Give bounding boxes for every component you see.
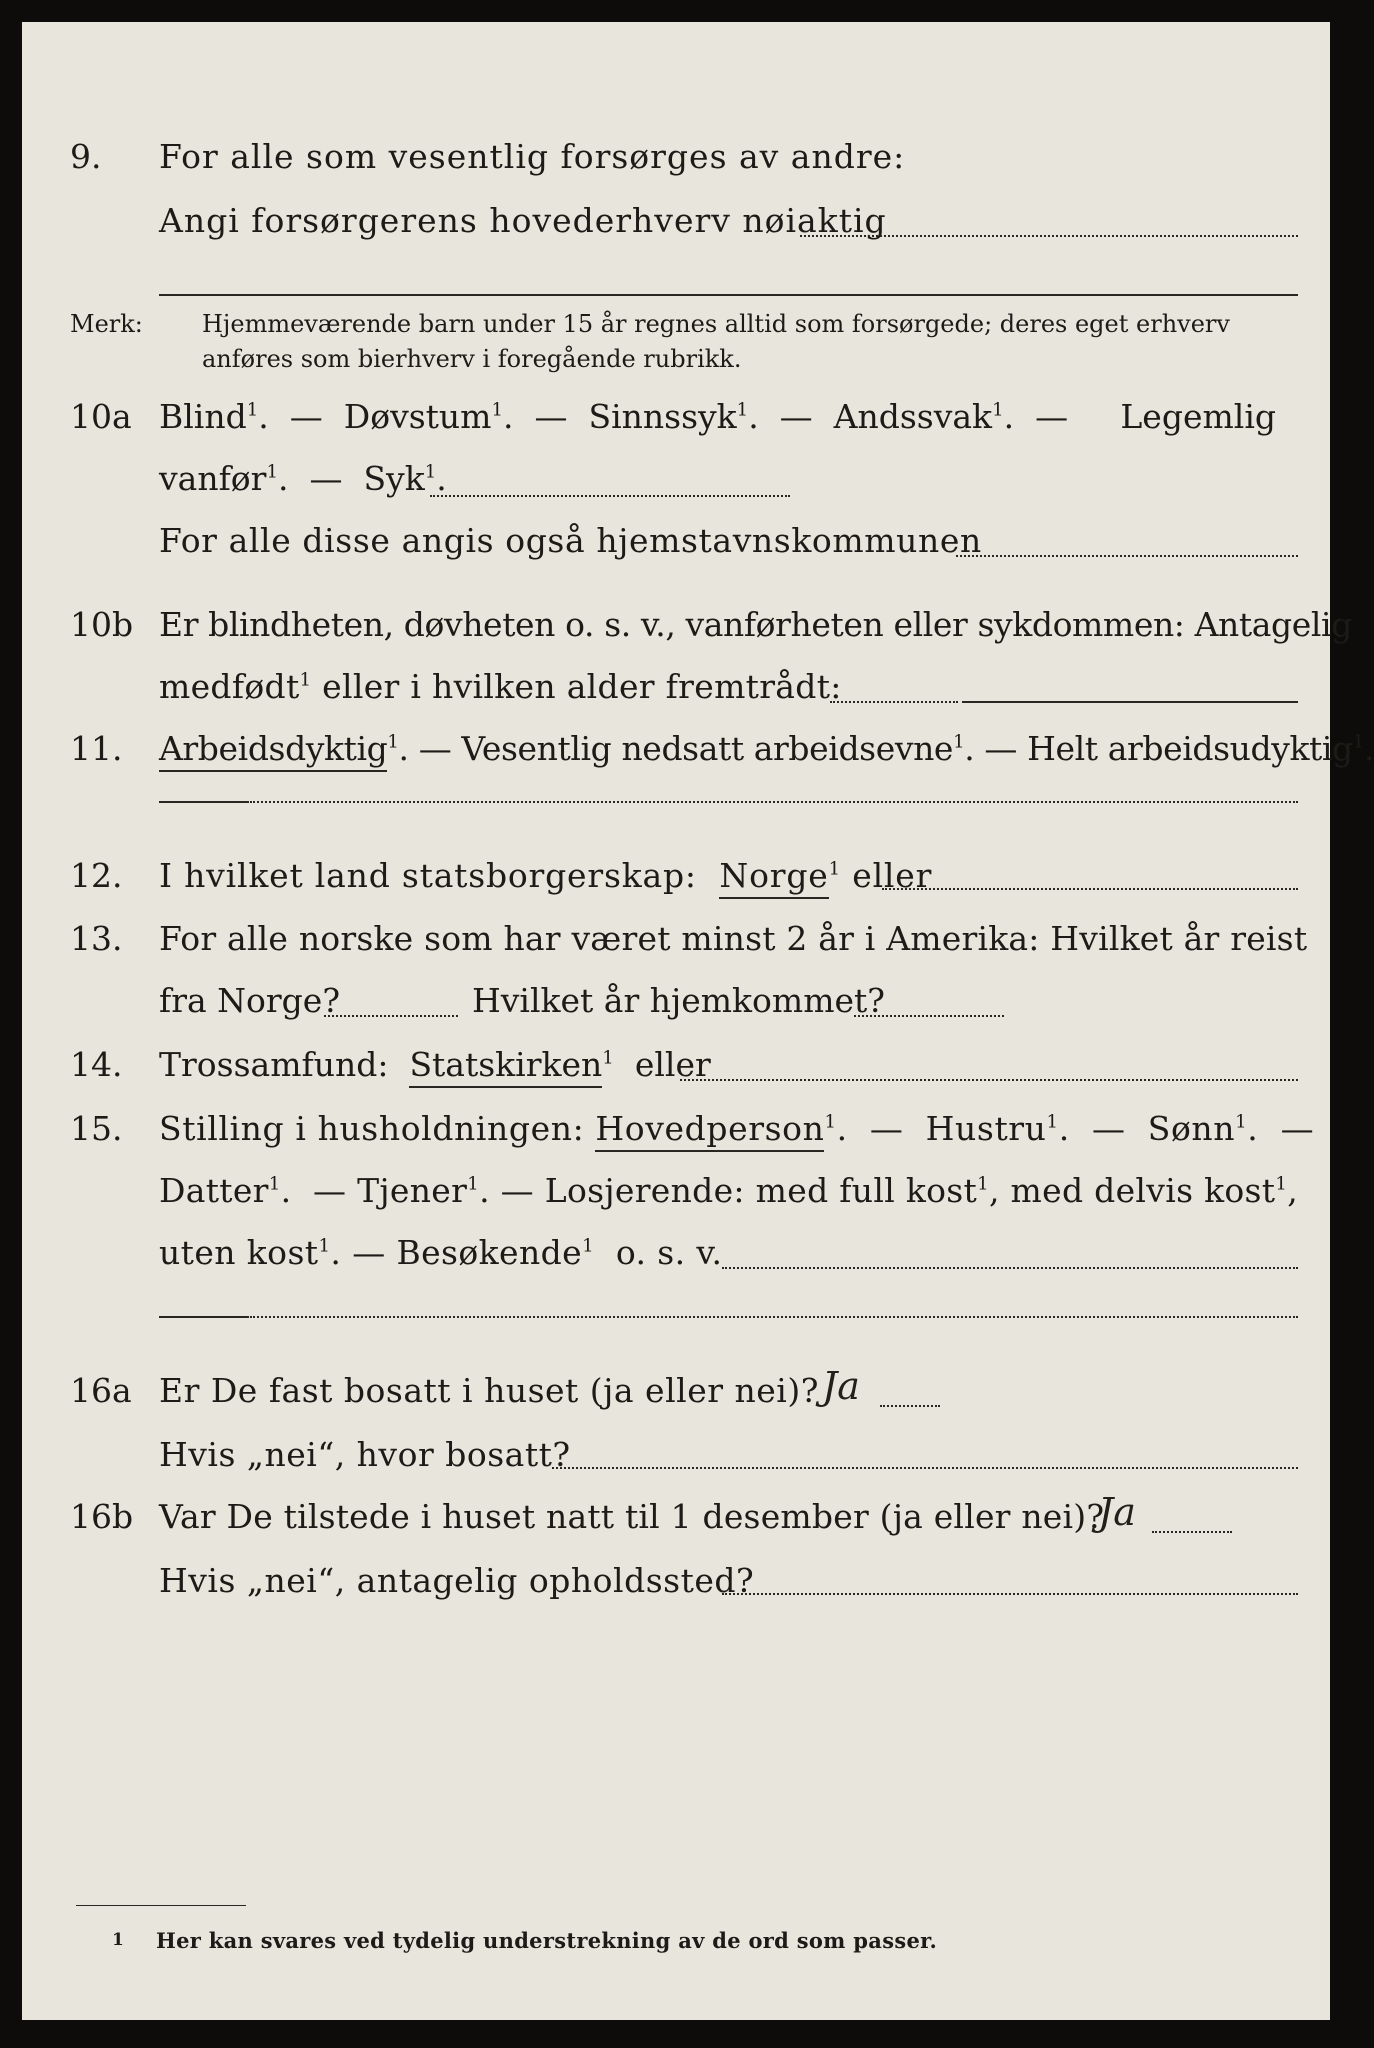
footnote-mark: 1 <box>112 1930 125 1950</box>
option-tjener[interactable]: Tjener <box>357 1171 468 1210</box>
q16a-bosatt-field[interactable] <box>552 1467 1298 1469</box>
option-besokende[interactable]: — Besøkende <box>352 1233 583 1272</box>
merk-label: Merk: <box>70 310 143 338</box>
q12-number: 12. <box>70 856 123 895</box>
option-full-kost[interactable]: — Losjerende: med full kost <box>500 1171 978 1210</box>
option-sinnssyk[interactable]: Sinnssyk <box>588 397 737 436</box>
q13-number: 13. <box>70 919 123 958</box>
option-delvis-kost[interactable]: , med delvis kost <box>988 1171 1276 1210</box>
footnote-text: Her kan svares ved tydelig understrekning av de ord som passer. <box>156 1928 938 1953</box>
q16a-number: 16a <box>70 1371 132 1410</box>
option-vanfor[interactable]: vanfør <box>159 459 267 498</box>
q14-number: 14. <box>70 1045 123 1084</box>
q13-text: For alle norske som har været minst 2 år i Amerika: Hvilket år reist <box>159 919 1308 958</box>
option-uten-kost[interactable]: uten kost <box>159 1233 319 1272</box>
q10a-options: Blind$^1$. — Døvstum$^1$. — Sinnssyk$^1$. — Andssvak$^1$. — <box>159 397 1069 436</box>
census-form-page <box>22 22 1374 2020</box>
q9-text: For alle som vesentlig forsørges av andre: <box>159 137 906 176</box>
q10a-answer-field[interactable] <box>430 495 790 497</box>
q16b-text-2: Hvis „nei“, antagelig opholdssted? <box>159 1561 755 1600</box>
q10b-answer-field-2[interactable] <box>962 701 1298 703</box>
q15-text: Stilling i husholdningen: Hovedperson$^1$. — Hustru$^1$. — Sønn$^1$. — <box>159 1112 1314 1145</box>
option-datter[interactable]: Datter <box>159 1171 269 1210</box>
q14-answer-field[interactable] <box>680 1079 1298 1081</box>
q13-fra-norge: fra Norge? <box>159 981 341 1020</box>
q9-answer-field[interactable] <box>800 235 1298 237</box>
q10a-options-2: vanfør$^1$. — Syk$^1$. <box>159 459 447 498</box>
option-hovedperson-underlined[interactable]: Hovedperson <box>595 1109 824 1152</box>
q11-options: Arbeidsdyktig$^1$. — Vesentlig nedsatt arbeidsevne$^1$. — Helt arbeidsudyktig$^1$. <box>159 732 1374 765</box>
q15-answer-field-3[interactable] <box>250 1316 1298 1318</box>
option-statskirken-underlined[interactable]: Statskirken <box>409 1045 602 1088</box>
q9-answer-field-2[interactable] <box>159 294 1298 296</box>
q16b-opholdssted-field[interactable] <box>722 1593 1298 1595</box>
q16a-text-2: Hvis „nei“, hvor bosatt? <box>159 1435 571 1474</box>
option-sonn[interactable]: Sønn <box>1147 1109 1236 1148</box>
footnote-divider <box>76 1905 246 1906</box>
option-dovstum[interactable]: Døvstum <box>343 397 492 436</box>
option-syk[interactable]: Syk <box>363 459 425 498</box>
option-medfodt[interactable]: medfødt <box>159 667 300 706</box>
q13-reist-field[interactable] <box>324 1015 458 1017</box>
option-norge-underlined[interactable]: Norge <box>719 856 828 899</box>
option-nedsatt-arbeidsevne[interactable]: — Vesentlig nedsatt arbeidsevne <box>418 729 954 768</box>
q16b-answer-field[interactable] <box>1152 1531 1232 1533</box>
q10a-text-3: For alle disse angis også hjemstavnskommunen <box>159 521 982 560</box>
q16b-text: Var De tilstede i huset natt til 1 desember (ja eller nei)? <box>159 1497 1105 1536</box>
q16b-number: 16b <box>70 1497 134 1536</box>
q11-answer-field-2[interactable] <box>250 801 1298 803</box>
merk-text: Hjemmeværende barn under 15 år regnes alltid som forsørgede; deres eget erhverv <box>202 310 1230 338</box>
merk-text-2: anføres som bierhverv i foregående rubrikk. <box>202 345 742 373</box>
q10b-number: 10b <box>70 605 134 644</box>
q10b-text: Er blindheten, døvheten o. s. v., vanførheten eller sykdommen: Antagelig <box>159 605 1352 644</box>
option-legemlig[interactable]: Legemlig <box>1120 397 1276 436</box>
q10a-hjemstavn-field[interactable] <box>956 555 1298 557</box>
q11-number: 11. <box>70 729 123 768</box>
option-arbeidsdyktig-underlined[interactable]: Arbeidsdyktig <box>159 729 387 772</box>
q15-answer-field[interactable] <box>722 1267 1298 1269</box>
q16a-answer-field[interactable] <box>880 1405 940 1407</box>
q15-text-3: uten kost$^1$. — Besøkende$^1$ o. s. v. <box>159 1233 723 1272</box>
q15-text-2: Datter$^1$. — Tjener$^1$. — Losjerende: med full kost$^1$, med delvis kost$^1$, <box>159 1171 1298 1210</box>
q13-hjemkommet: Hvilket år hjemkommet? <box>472 981 885 1020</box>
q12-text: I hvilket land statsborgerskap: Norge$^1$ eller <box>159 859 932 892</box>
q10b-text-2: medfødt$^1$ eller i hvilken alder fremtrådt: <box>159 667 842 706</box>
option-hustru[interactable]: Hustru <box>925 1109 1047 1148</box>
q16a-text: Er De fast bosatt i huset (ja eller nei)? <box>159 1371 819 1410</box>
q14-text: Trossamfund: Statskirken$^1$ eller <box>159 1048 711 1081</box>
q12-answer-field[interactable] <box>882 888 1298 890</box>
q9-text-2: Angi forsørgerens hovederhverv nøiaktig <box>159 201 887 240</box>
option-blind[interactable]: Blind <box>159 397 247 436</box>
option-andssvak[interactable]: Andssvak <box>833 397 993 436</box>
q15-number: 15. <box>70 1109 123 1148</box>
q10b-answer-field[interactable] <box>830 701 958 703</box>
q13-hjemkommet-field[interactable] <box>854 1015 1004 1017</box>
q15-answer-field-2[interactable] <box>159 1316 249 1318</box>
q16b-handwritten-answer[interactable]: Ja <box>1098 1490 1136 1534</box>
q11-answer-field[interactable] <box>159 801 249 803</box>
q16a-handwritten-answer[interactable]: Ja <box>822 1364 860 1408</box>
q9-number: 9. <box>70 137 102 176</box>
q10a-number: 10a <box>70 397 132 436</box>
option-arbeidsudyktig[interactable]: — Helt arbeidsudyktig <box>984 729 1353 768</box>
